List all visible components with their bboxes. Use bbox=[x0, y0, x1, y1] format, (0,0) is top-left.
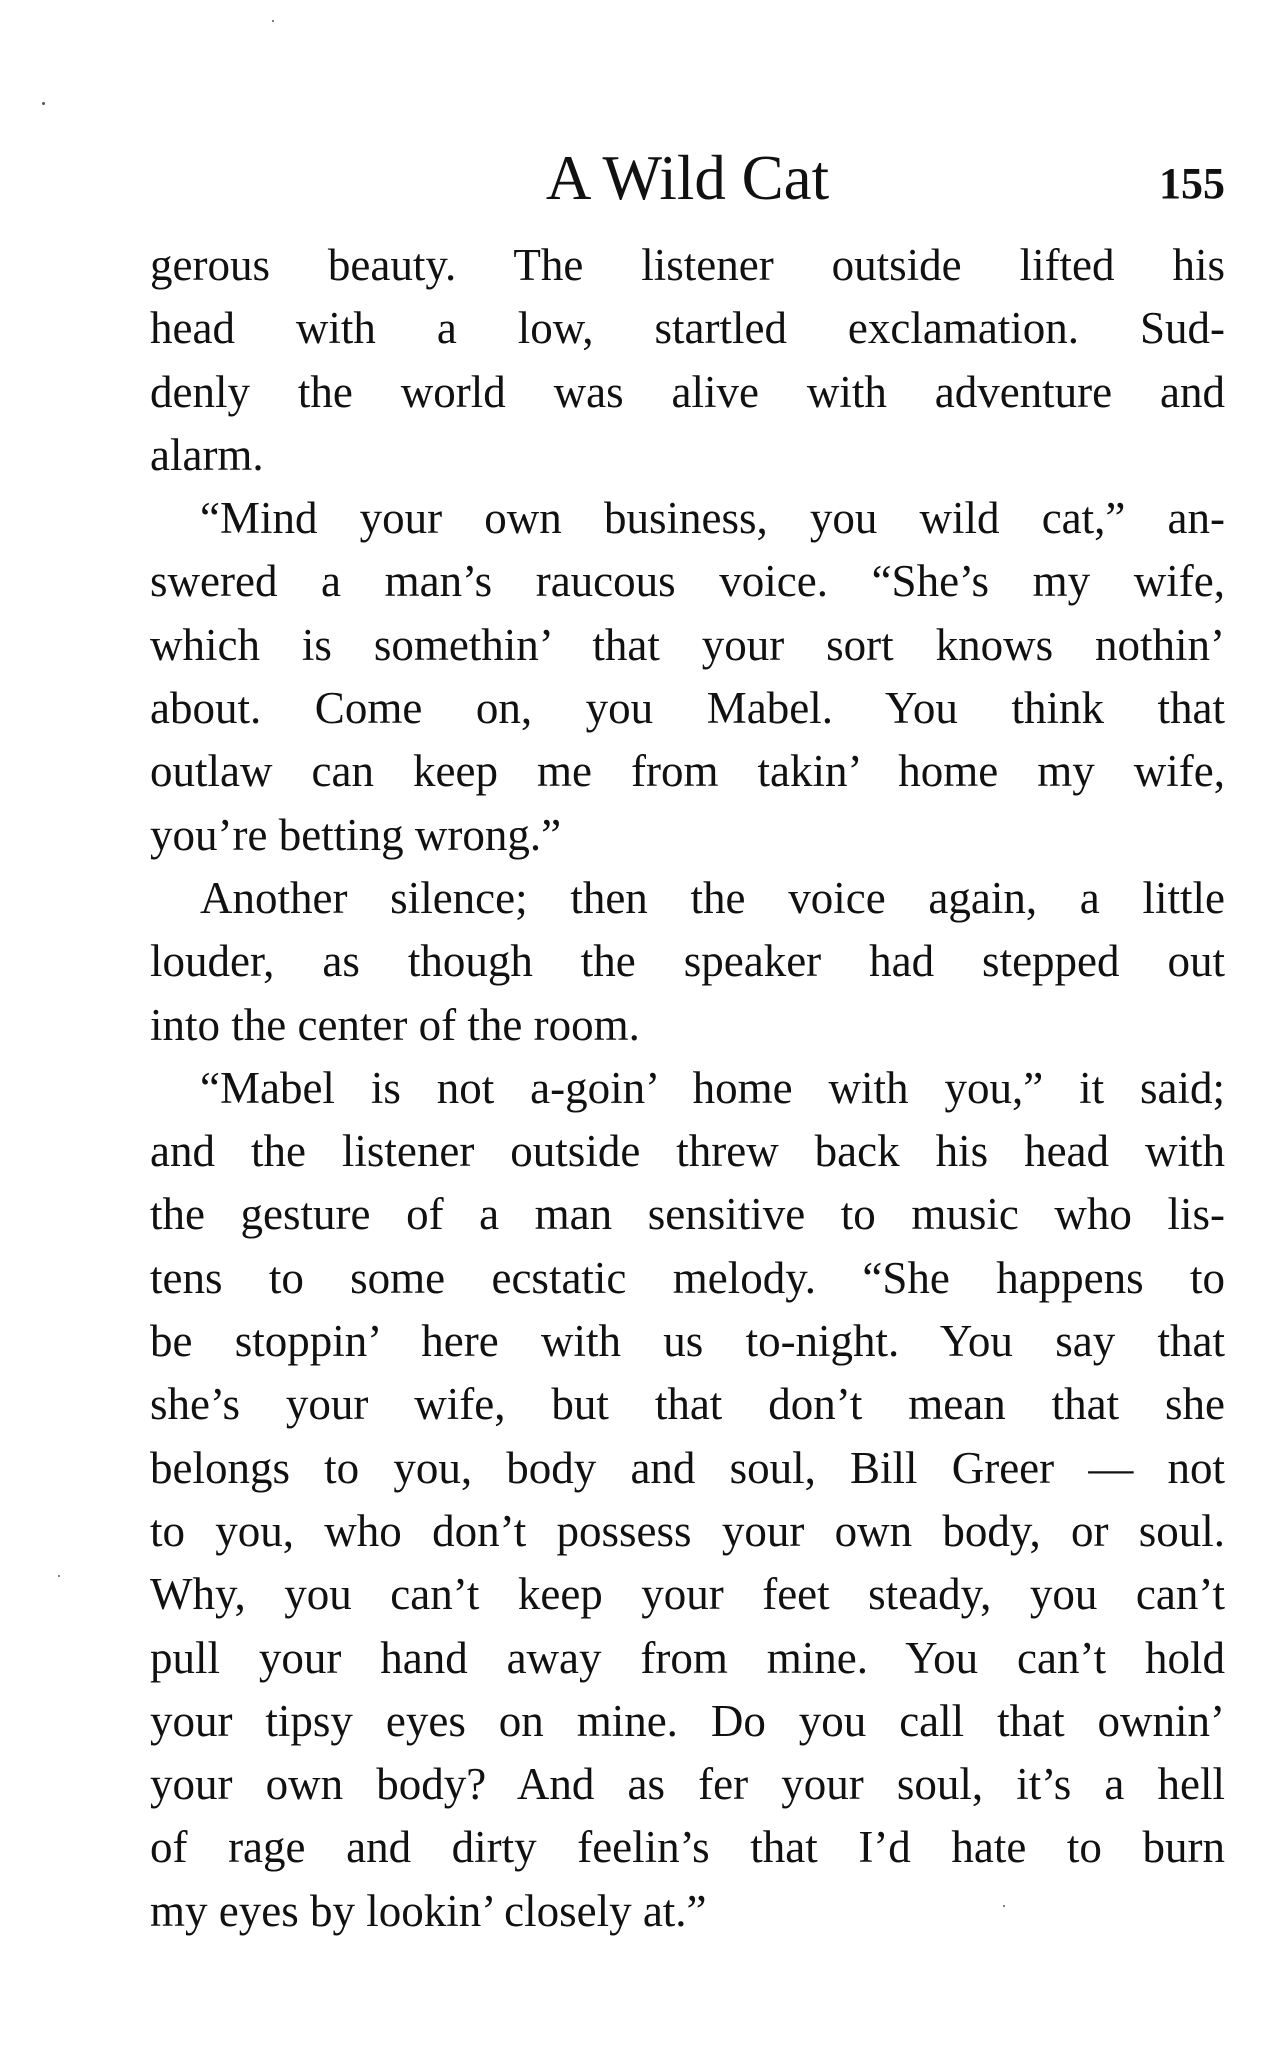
text-line: be stoppin’ here with us to-night. You say that bbox=[150, 1316, 1225, 1367]
text-line: alarm. bbox=[150, 429, 264, 480]
text-line: your own body? And as fer your soul, it’s a hell bbox=[150, 1759, 1225, 1810]
text-line: and the listener outside threw back his head with bbox=[150, 1126, 1225, 1177]
text-line: into the center of the room. bbox=[150, 999, 640, 1050]
text-line: swered a man’s raucous voice. “She’s my wife, bbox=[150, 556, 1225, 607]
scan-speck bbox=[42, 102, 45, 105]
page-number: 155 bbox=[1159, 159, 1225, 208]
text-line: the gesture of a man sensitive to music who lis- bbox=[150, 1189, 1225, 1240]
text-line: my eyes by lookin’ closely at.” bbox=[150, 1885, 707, 1936]
text-line: Why, you can’t keep your feet steady, you can’t bbox=[150, 1569, 1225, 1620]
text-line: she’s your wife, but that don’t mean that she bbox=[150, 1379, 1225, 1430]
text-line: “Mind your own business, you wild cat,” an- bbox=[200, 493, 1225, 544]
text-line: which is somethin’ that your sort knows nothin’ bbox=[150, 619, 1225, 670]
body-text bbox=[150, 234, 1225, 1943]
text-line: pull your hand away from mine. You can’t hold bbox=[150, 1632, 1225, 1683]
text-line: your tipsy eyes on mine. Do you call that ownin’ bbox=[150, 1695, 1225, 1746]
text-line: louder, as though the speaker had stepped out bbox=[150, 936, 1225, 987]
page-header bbox=[150, 138, 1225, 218]
text-line: Another silence; then the voice again, a little bbox=[200, 872, 1225, 923]
scan-speck bbox=[58, 1575, 60, 1577]
text-line: head with a low, startled exclamation. Sud- bbox=[150, 303, 1225, 354]
text-line: outlaw can keep me from takin’ home my wife, bbox=[150, 746, 1225, 797]
text-line: belongs to you, body and soul, Bill Greer — not bbox=[150, 1442, 1225, 1493]
text-line: tens to some ecstatic melody. “She happens to bbox=[150, 1252, 1225, 1303]
text-line: about. Come on, you Mabel. You think that bbox=[150, 683, 1225, 734]
text-line: of rage and dirty feelin’s that I’d hate to burn bbox=[150, 1822, 1225, 1873]
text-line: gerous beauty. The listener outside lifted his bbox=[150, 240, 1225, 290]
text-line: you’re betting wrong.” bbox=[150, 809, 562, 860]
text-line: to you, who don’t possess your own body, or soul. bbox=[150, 1505, 1225, 1556]
scan-speck bbox=[272, 20, 274, 22]
running-head: A Wild Cat bbox=[545, 143, 830, 213]
text-line: “Mabel is not a-goin’ home with you,” it said; bbox=[200, 1062, 1225, 1113]
text-line: denly the world was alive with adventure and bbox=[150, 366, 1225, 417]
